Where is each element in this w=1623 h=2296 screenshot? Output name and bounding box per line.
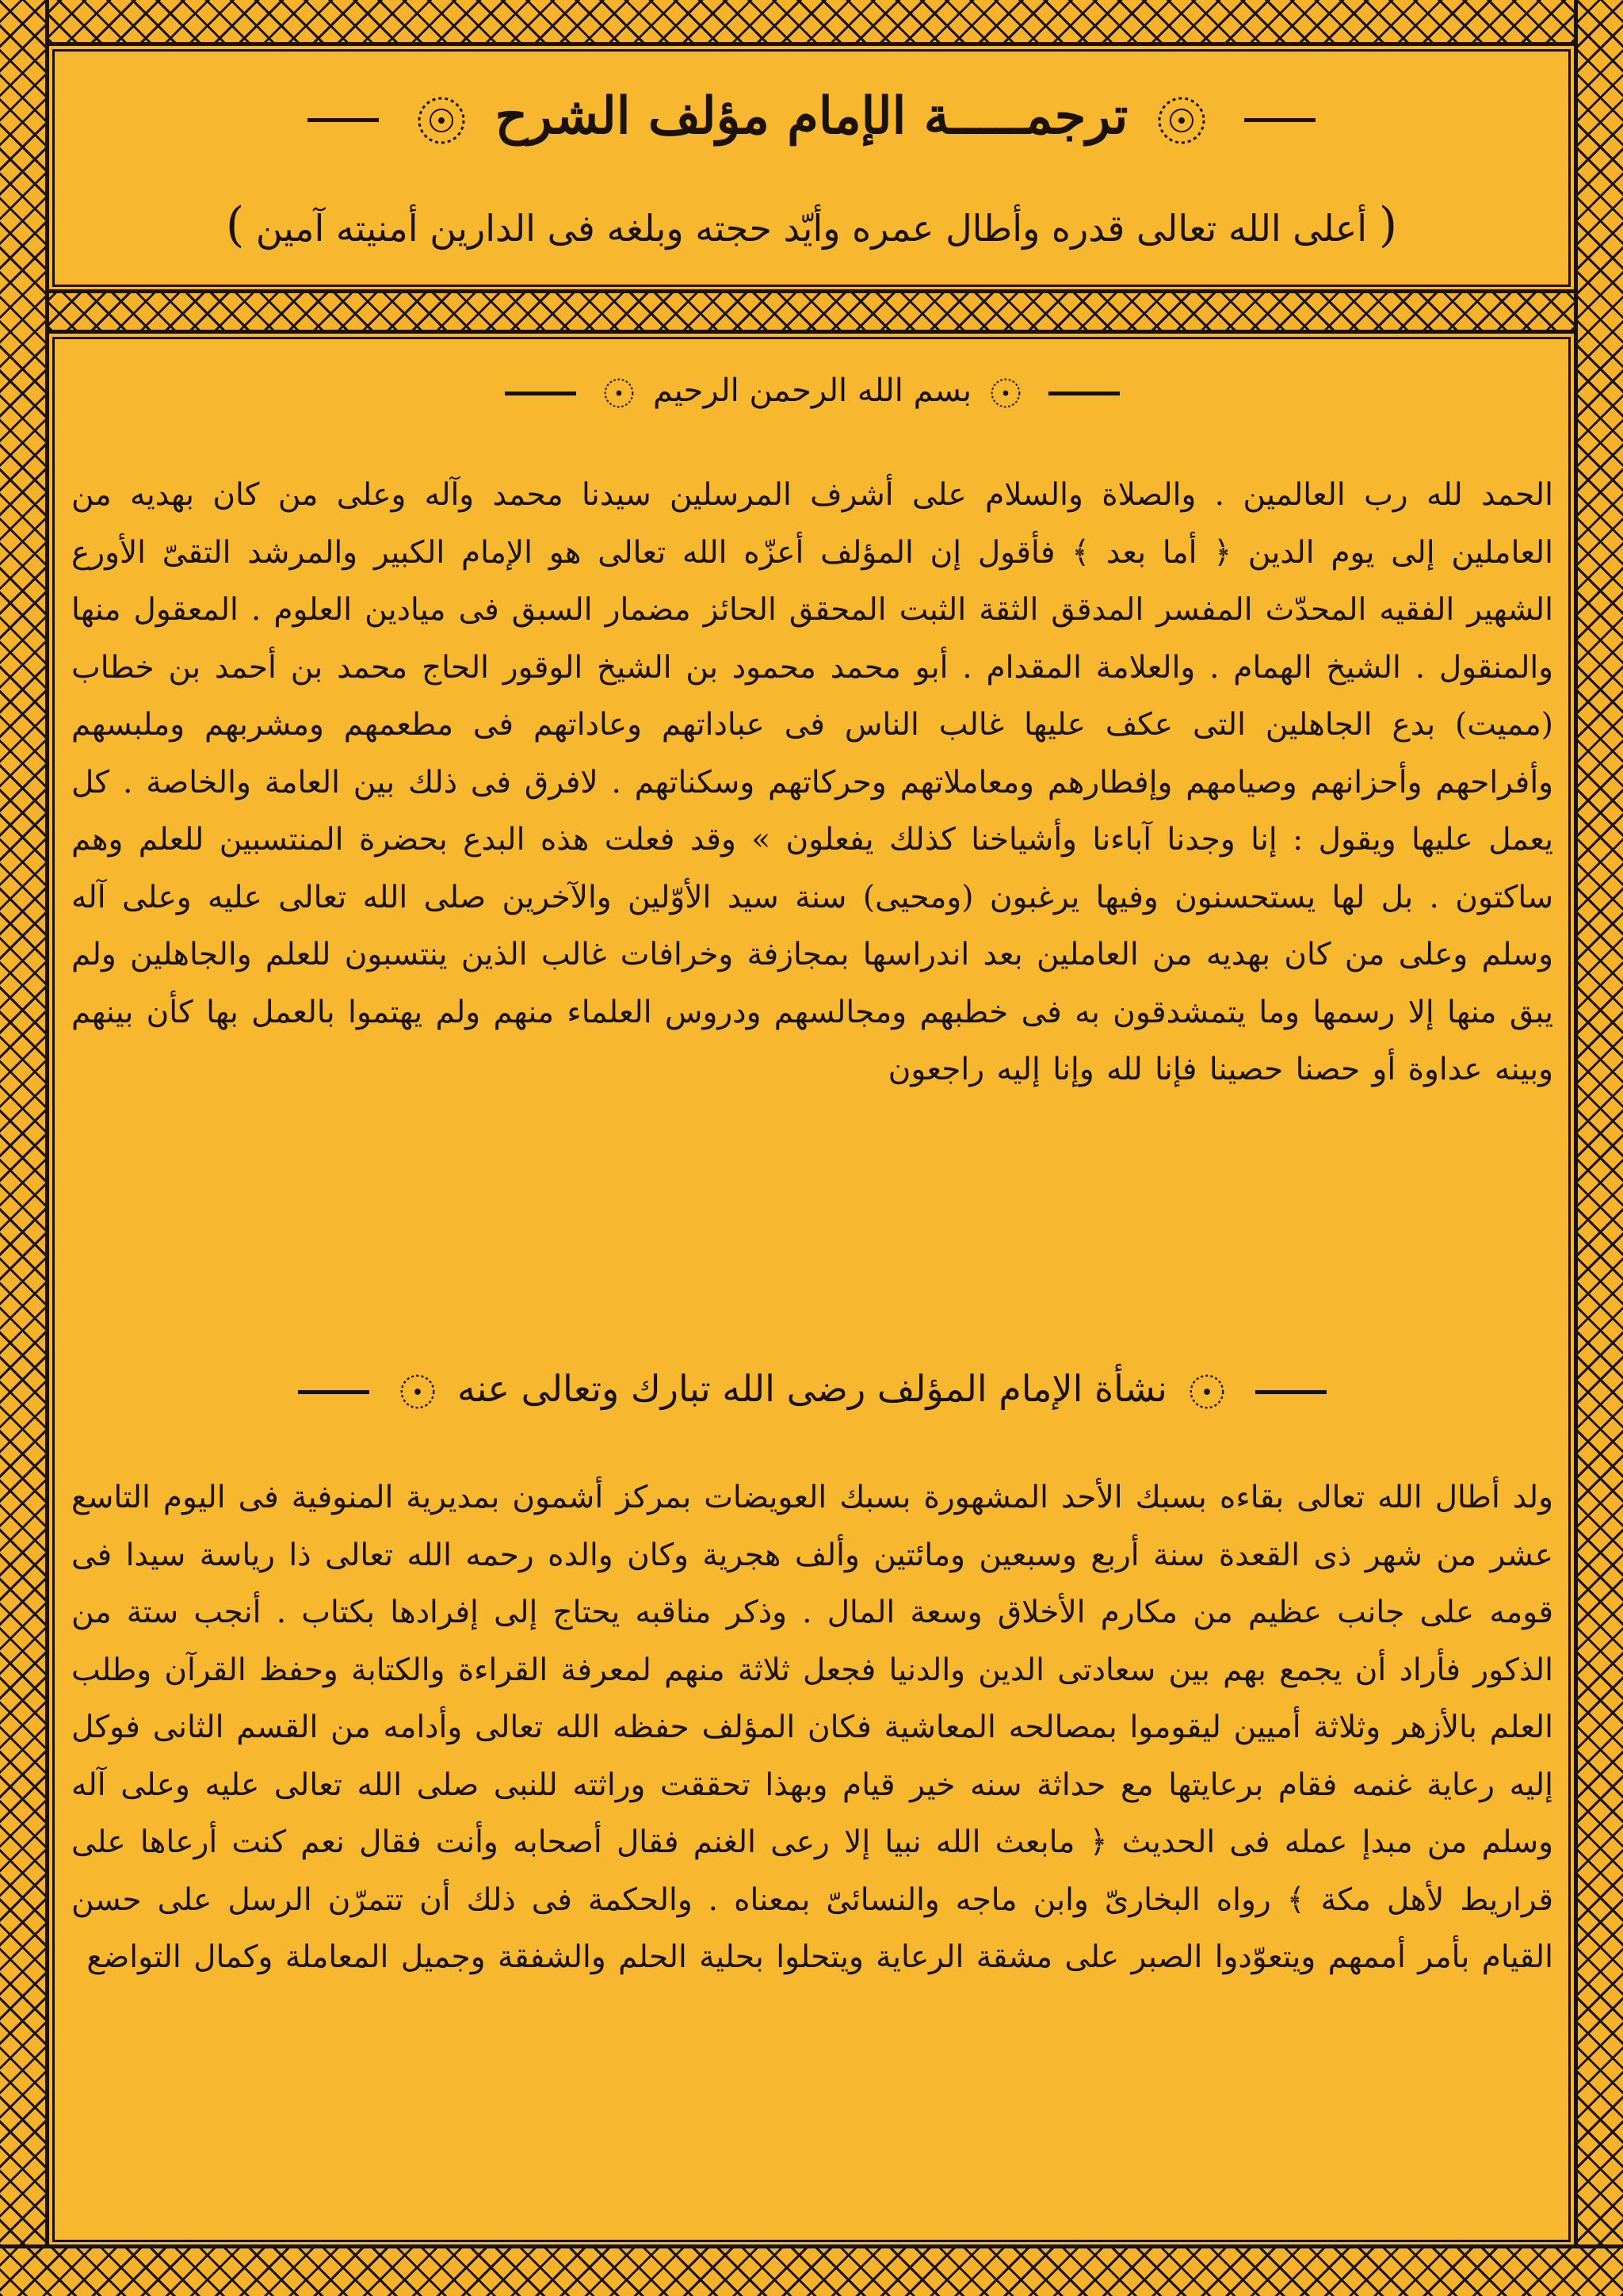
left-border bbox=[0, 0, 49, 2296]
top-border bbox=[0, 0, 1623, 46]
dash-ornament bbox=[1048, 392, 1120, 395]
title-text: ترجمـــــة الإمام مؤلف الشرح bbox=[495, 86, 1128, 146]
dash-ornament bbox=[298, 1390, 369, 1394]
rosette-icon bbox=[406, 93, 477, 148]
section-heading bbox=[63, 1367, 1561, 1414]
intro-paragraph: الحمد لله رب العالمين . والصلاة والسلام على أشرف المرسلين سيدنا محمد وآله وعلى من كان بهديه من العاملين إلى يوم الدين ﴿ أما بعد ﴾ فأقول إن المؤلف أعزّه الله تعالى هو الإمام الكبير والمرشد التقىّ الأورع الشهير الفقيه المحدّث المفسر المدقق الثقة الثبت المحقق الحائز مضمار السبق فى ميادين العلوم . المعقول منها والمنقول . الشيخ الهمام . والعلامة المقدام . أبو محمد محمود بن الشيخ الوقور الحاج محمد بن أحمد بن خطاب (مميت) بدع الجاهلين التى عكف عليها غالب الناس فى عباداتهم وعاداتهم فى مطعمهم ومشربهم وملبسهم وأفراحهم وأحزانهم وصيامهم وإفطارهم ومعاملاتهم وحركاتهم وسكناتهم . لافرق فى ذلك بين العامة والخاصة . كل يعمل عليها ويقول : إنا وجدنا آباءنا وأشياخنا كذلك يفعلون » وقد فعلت هذه البدع بحضرة المنتسبين للعلم وهم ساكتون . بل لها يستحسنون وفيها يرغبون (ومحيى) سنة سيد الأوّلين والآخرين صلى الله تعالى عليه وعلى آله وسلم وعلى من كان بهديه من العاملين بعد اندراسها بمجازفة وخرافات غالب الذين ينتسبون للعلم والجاهلين ولم يبق منها إلا رسمها وما يتمشدقون به فى خطبهم ومجالسهم ودروس العلماء منهم ولم يهتموا بالعمل بها كأن بينهم وبينه عداوة أو حصنا حصينا فإنا لله وإنا إليه راجعون bbox=[71, 477, 1553, 1087]
upbringing-paragraph: ولد أطال الله تعالى بقاءه بسبك الأحد المشهورة بسبك العويضات بمركز أشمون بمديرية المنوفية فى اليوم التاسع عشر من شهر ذى القعدة سنة أربع وسبعين ومائتين وألف هجرية وكان والده رحمه الله تعالى ذا رياسة سيدا فى قومه على جانب عظيم من مكارم الأخلاق وسعة المال . وذكر مناقبه يحتاج إلى إفرادها بكتاب . أنجب ستة من الذكور فأراد أن يجمع بهم بين سعادتى الدين والدنيا فجعل ثلاثة منهم لمعرفة القراءة والكتابة وحفظ القرآن وطلب العلم بالأزهر وثلاثة أميين ليقوموا بمصالحه المعاشية فكان المؤلف حفظه الله تعالى وأدامه من القسم الثانى فوكل إليه رعاية غنمه فقام برعايتها مع حداثة سنه خير قيام وبهذا تحققت وراثته للنبى صلى الله تعالى عليه وعلى آله وسلم من مبدإ عمله فى الحديث ﴿ مابعث الله نبيا إلا رعى الغنم فقال أصحابه وأنت فقال نعم كنت أرعاها على قراريط لأهل مكة ﴾ رواه البخارىّ وابن ماجه والنسائىّ بمعناه . والحكمة فى ذلك أن تتمرّن الرسل على حسن القيام بأمر أممهم ويتعوّدوا الصبر على مشقة الرعاية ويتحلوا بحلية الحلم والشفقة وجميل المعاملة وكمال التواضع bbox=[71, 1480, 1553, 1975]
page-title bbox=[55, 86, 1568, 148]
body bbox=[63, 349, 1561, 2239]
dash-ornament bbox=[1255, 1390, 1327, 1394]
rosette-icon bbox=[390, 1370, 445, 1414]
dedication-line: ( أعلى الله تعالى قدره وأطال عمره وأيّد حجته وبلغه فى الدارين أمنيته آمين ) bbox=[225, 197, 1398, 253]
basmala-heading bbox=[63, 372, 1561, 413]
section-heading-text: نشأة الإمام المؤلف رضى الله تبارك وتعالى عنه bbox=[457, 1367, 1167, 1410]
rosette-icon bbox=[595, 373, 643, 413]
right-border bbox=[1574, 0, 1623, 2296]
dash-ornament bbox=[307, 118, 379, 122]
dash-ornament bbox=[505, 392, 576, 395]
basmala-text: بسم الله الرحمن الرحيم bbox=[652, 372, 972, 409]
rosette-icon bbox=[1146, 93, 1217, 148]
header bbox=[55, 51, 1568, 287]
rosette-icon bbox=[1179, 1370, 1235, 1414]
middle-border bbox=[49, 289, 1574, 334]
dash-ornament bbox=[1244, 118, 1316, 122]
dedication-text: أعلى الله تعالى قدره وأطال عمره وأيّد حجته وبلغه فى الدارين أمنيته آمين bbox=[255, 207, 1368, 250]
rosette-icon bbox=[982, 373, 1029, 413]
